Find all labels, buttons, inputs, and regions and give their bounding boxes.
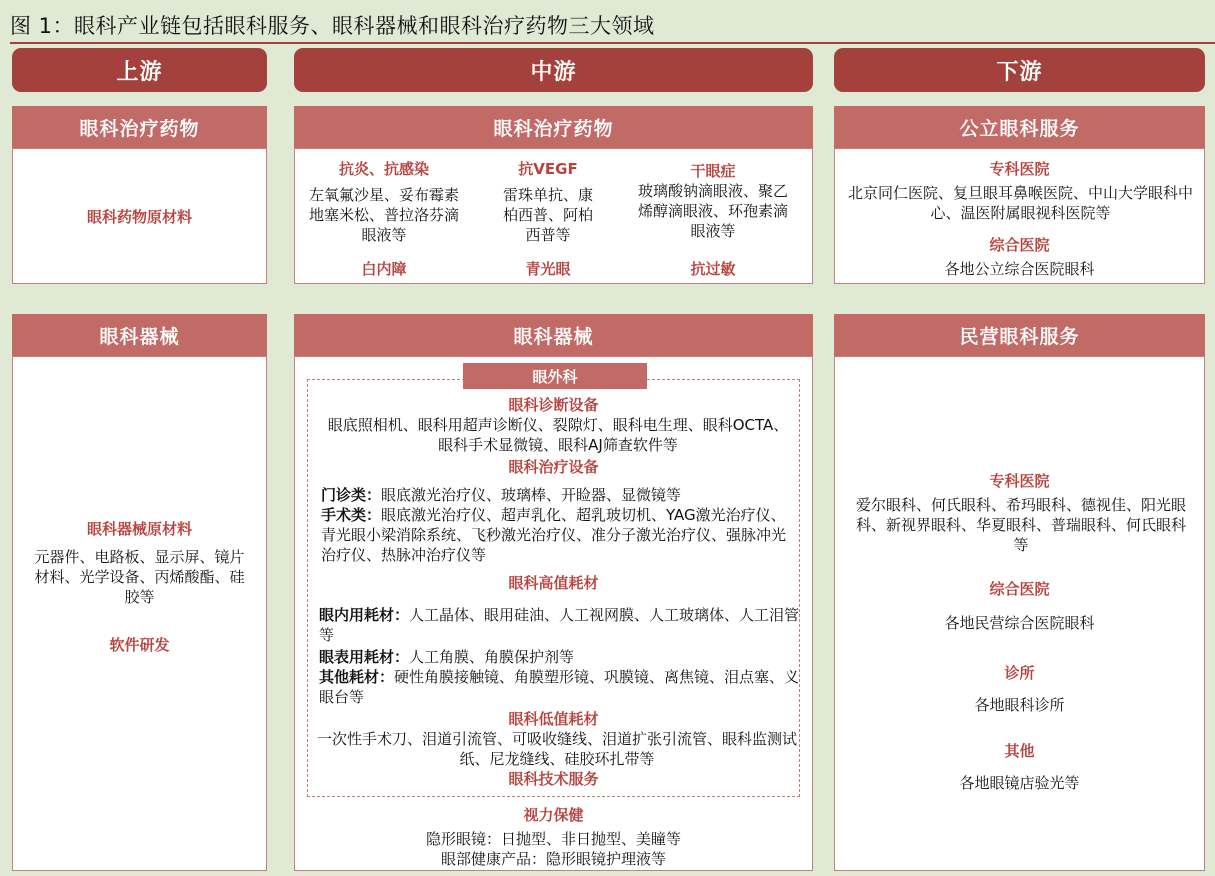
vision-line2: 眼部健康产品：隐形眼镜护理液等 — [440, 850, 666, 868]
drug-col3-text: 玻璃酸钠滴眼液、聚乙烯醇滴眼液、环孢素滴眼液等 — [637, 182, 788, 240]
public-spec-title: 专科医院 — [989, 160, 1050, 178]
midstream-drug-header: 眼科治疗药物 — [294, 106, 813, 148]
low-title: 眼科低值耗材 — [508, 710, 599, 728]
outpatient-text: 眼底激光治疗仪、玻璃棒、开睑器、显微镜等 — [381, 486, 682, 504]
figure-title: 图 1：眼科产业链包括眼科服务、眼科器械和眼科治疗药物三大领域 — [10, 14, 655, 38]
diag-title: 眼科诊断设备 — [508, 396, 599, 414]
stage-upstream: 上游 — [12, 48, 267, 92]
private-spec-title: 专科医院 — [989, 472, 1050, 490]
midstream-device-header: 眼科器械 — [294, 314, 813, 356]
surgery-text: 眼底激光治疗仪、超声乳化、超乳玻切机、YAG激光治疗仪、青光眼小梁消除系统、飞秒激光治疗仪、准分子激光治疗仪、强脉冲光治疗仪、热脉冲治疗仪等 — [321, 506, 787, 564]
upstream-software: 软件研发 — [109, 636, 170, 654]
public-gen-text: 各地公立综合医院眼科 — [944, 260, 1095, 278]
surface-label: 眼表用耗材： — [319, 648, 410, 666]
upstream-drug-panel — [12, 148, 267, 284]
other-label: 其他耗材： — [319, 668, 395, 686]
drug-bottom3: 抗过敏 — [690, 260, 736, 278]
treat-surgery — [321, 505, 799, 565]
drug-bottom2: 青光眼 — [525, 260, 571, 278]
high-intra — [319, 605, 801, 645]
drug-col2-text: 雷珠单抗、康柏西普、阿柏西普等 — [503, 186, 594, 244]
high-other — [319, 667, 801, 707]
upstream-material-text: 元器件、电路板、显示屏、镜片材料、光学设备、丙烯酸酯、硅胶等 — [34, 548, 245, 606]
tech-title: 眼科技术服务 — [508, 770, 599, 788]
upstream-material-title: 眼科器械原材料 — [86, 520, 192, 538]
private-gen-title: 综合医院 — [989, 580, 1050, 598]
public-service-header: 公立眼科服务 — [834, 106, 1205, 148]
private-service-panel — [834, 356, 1205, 871]
intra-text: 人工晶体、眼用硅油、人工视网膜、人工玻璃体、人工泪管等 — [319, 606, 800, 644]
upstream-drug-item: 眼科药物原材料 — [86, 208, 192, 226]
upstream-device-panel — [12, 356, 267, 871]
eye-surgery-tag: 眼外科 — [463, 363, 647, 389]
surgery-label: 手术类： — [321, 506, 382, 524]
drug-col1-text: 左氧氟沙星、妥布霉素地塞米松、普拉洛芬滴眼液等 — [309, 186, 460, 244]
stage-downstream: 下游 — [834, 48, 1205, 92]
low-text: 一次性手术刀、泪道引流管、可吸收缝线、泪道扩张引流管、眼科监测试纸、尼龙缝线、硅胶环扎带等 — [317, 730, 798, 768]
title-rule — [10, 42, 1215, 44]
private-other-text: 各地眼镜店验光等 — [959, 774, 1080, 792]
public-spec-text: 北京同仁医院、复旦眼耳鼻喉医院、中山大学眼科中心、温医附属眼视科医院等 — [847, 184, 1193, 222]
high-surface — [319, 647, 801, 667]
midstream-drug-panel — [294, 148, 813, 284]
vision-title: 视力保健 — [523, 806, 584, 824]
intra-label: 眼内用耗材： — [319, 606, 410, 624]
private-other-title: 其他 — [1004, 742, 1035, 760]
treat-title: 眼科治疗设备 — [508, 458, 599, 476]
midstream-device-panel — [294, 356, 813, 871]
drug-col3-title: 干眼症 — [690, 162, 736, 180]
diag-text: 眼底照相机、眼科用超声诊断仪、裂隙灯、眼科电生理、眼科OCTA、眼科手术显微镜、眼科AJ筛查软件等 — [327, 416, 789, 454]
drug-bottom1: 白内障 — [361, 260, 407, 278]
upstream-device-header: 眼科器械 — [12, 314, 267, 356]
other-text: 硬性角膜接触镜、角膜塑形镜、巩膜镜、离焦镜、泪点塞、义眼台等 — [319, 668, 800, 706]
private-clinic-title: 诊所 — [1004, 664, 1035, 682]
private-service-header: 民营眼科服务 — [834, 314, 1205, 356]
high-title: 眼科高值耗材 — [508, 574, 599, 592]
public-gen-title: 综合医院 — [989, 236, 1050, 254]
private-spec-text: 爱尔眼科、何氏眼科、希玛眼科、德视佳、阳光眼科、新视界眼科、华夏眼科、普瑞眼科、何氏眼科等 — [855, 496, 1186, 554]
stage-midstream: 中游 — [294, 48, 813, 92]
upstream-drug-header: 眼科治疗药物 — [12, 106, 267, 148]
private-clinic-text: 各地眼科诊所 — [974, 696, 1065, 714]
drug-col2-title: 抗VEGF — [518, 160, 578, 178]
vision-line1: 隐形眼镜：日抛型、非日抛型、美瞳等 — [425, 830, 681, 848]
surface-text: 人工角膜、角膜保护剂等 — [409, 648, 575, 666]
public-service-panel — [834, 148, 1205, 284]
drug-col1-title: 抗炎、抗感染 — [338, 160, 429, 178]
private-gen-text: 各地民营综合医院眼科 — [944, 614, 1095, 632]
outpatient-label: 门诊类： — [321, 486, 382, 504]
treat-outpatient — [321, 485, 799, 505]
